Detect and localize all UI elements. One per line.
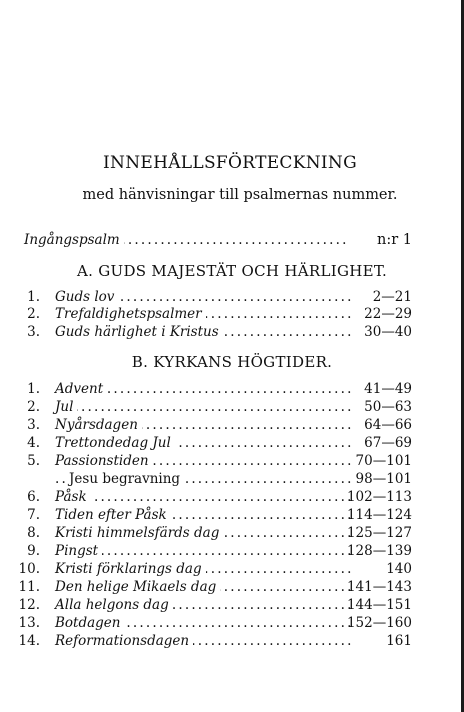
toc-entry-range: 30—40 bbox=[364, 324, 412, 340]
toc-entry-range: n:r 1 bbox=[377, 232, 412, 248]
toc-entry-label: Jul bbox=[55, 398, 77, 416]
toc-entry-number: 6. bbox=[27, 489, 40, 505]
toc-entry-number: 8. bbox=[27, 525, 40, 541]
toc-entry-number: 2. bbox=[27, 399, 40, 415]
toc-entry-label: Kristi himmelsfärds dag bbox=[55, 524, 223, 542]
toc-entry bbox=[0, 434, 464, 452]
toc-entry-number: 14. bbox=[18, 633, 40, 649]
toc-entry-range: 144—151 bbox=[346, 597, 412, 613]
toc-entry-label: Advent bbox=[55, 380, 107, 398]
toc-entry bbox=[0, 380, 464, 398]
toc-entry bbox=[0, 542, 464, 560]
toc-entry-label: Guds härlighet i Kristus bbox=[55, 323, 223, 341]
toc-entry-label: Påsk bbox=[55, 488, 91, 506]
toc-entry-number: 4. bbox=[27, 435, 40, 451]
toc-entry-number: 3. bbox=[27, 417, 40, 433]
toc-entry bbox=[0, 614, 464, 632]
toc-entry-range: 141—143 bbox=[346, 579, 412, 595]
toc-subentry bbox=[0, 470, 464, 488]
toc-entry-label: Trettondedag Jul bbox=[55, 434, 175, 452]
toc-entry bbox=[0, 416, 464, 434]
toc-entry-label: Ingångspsalm bbox=[24, 231, 124, 249]
toc-entry-number: 2. bbox=[27, 306, 40, 322]
toc-entry-range: 102—113 bbox=[346, 489, 412, 505]
toc-entry-number: 9. bbox=[27, 543, 40, 559]
toc-entry-number: 7. bbox=[27, 507, 40, 523]
toc-entry-number: 12. bbox=[18, 597, 40, 613]
toc-entry-range: 125—127 bbox=[346, 525, 412, 541]
toc-entry-label: Pingst bbox=[55, 542, 102, 560]
toc-entry-range: 140 bbox=[386, 561, 412, 577]
toc-entry-number: 3. bbox=[27, 324, 40, 340]
toc-entry-number: 11. bbox=[18, 579, 40, 595]
page-title: INNEHÅLLSFÖRTECKNING bbox=[103, 153, 357, 173]
leader-dots bbox=[55, 488, 354, 506]
toc-entry-label: Den helige Mikaels dag bbox=[55, 578, 220, 596]
toc-entry-label: Alla helgons dag bbox=[55, 596, 173, 614]
toc-entry-range: 161 bbox=[386, 633, 412, 649]
toc-entry-label: Passionstiden bbox=[55, 452, 153, 470]
section-heading-b: B. KYRKANS HÖGTIDER. bbox=[131, 353, 333, 371]
section-heading-a: A. GUDS MAJESTÄT OCH HÄRLIGHET. bbox=[76, 262, 388, 280]
toc-entry-range: 70—101 bbox=[355, 453, 412, 469]
toc-entry-range: 67—69 bbox=[364, 435, 412, 451]
leader-dots bbox=[55, 398, 354, 416]
toc-entry-label: Jesu begravning bbox=[69, 470, 184, 488]
toc-entry-label: Tiden efter Påsk bbox=[55, 506, 171, 524]
toc-entry bbox=[0, 323, 464, 341]
toc-entry-number: 13. bbox=[18, 615, 40, 631]
toc-entry-range: 2—21 bbox=[372, 289, 412, 305]
toc-entry-label: Nyårsdagen bbox=[55, 416, 142, 434]
toc-entry-range: 50—63 bbox=[364, 399, 412, 415]
toc-entry-number: 10. bbox=[18, 561, 40, 577]
toc-entry bbox=[0, 452, 464, 470]
toc-entry bbox=[0, 578, 464, 596]
toc-entry bbox=[0, 506, 464, 524]
toc-entry bbox=[0, 288, 464, 306]
toc-entry-number: 1. bbox=[27, 289, 40, 305]
toc-entry-range: 64—66 bbox=[364, 417, 412, 433]
toc-entry-label: Reformationsdagen bbox=[55, 632, 193, 650]
toc-entry bbox=[0, 596, 464, 614]
toc-entry-range: 98—101 bbox=[355, 471, 412, 487]
toc-entry-label: Guds lov bbox=[55, 288, 118, 306]
toc-entry-label: Botdagen bbox=[55, 614, 125, 632]
toc-entry bbox=[0, 305, 464, 323]
toc-entry-ingangspsalm bbox=[0, 231, 464, 249]
toc-entry-range: 128—139 bbox=[346, 543, 412, 559]
toc-entry-number: 5. bbox=[27, 453, 40, 469]
toc-entry bbox=[0, 488, 464, 506]
toc-entry-range: 152—160 bbox=[346, 615, 412, 631]
toc-entry-range: 114—124 bbox=[346, 507, 412, 523]
toc-entry bbox=[0, 398, 464, 416]
toc-entry bbox=[0, 632, 464, 650]
page-subtitle: med hänvisningar till psalmernas nummer. bbox=[82, 187, 398, 203]
toc-entry-label: Kristi förklarings dag bbox=[55, 560, 206, 578]
toc-entry-range: 22—29 bbox=[364, 306, 412, 322]
toc-entry-number: 1. bbox=[27, 381, 40, 397]
toc-entry-label: Trefaldighetspsalmer bbox=[55, 305, 206, 323]
toc-entry bbox=[0, 560, 464, 578]
toc-entry-range: 41—49 bbox=[364, 381, 412, 397]
toc-entry bbox=[0, 524, 464, 542]
